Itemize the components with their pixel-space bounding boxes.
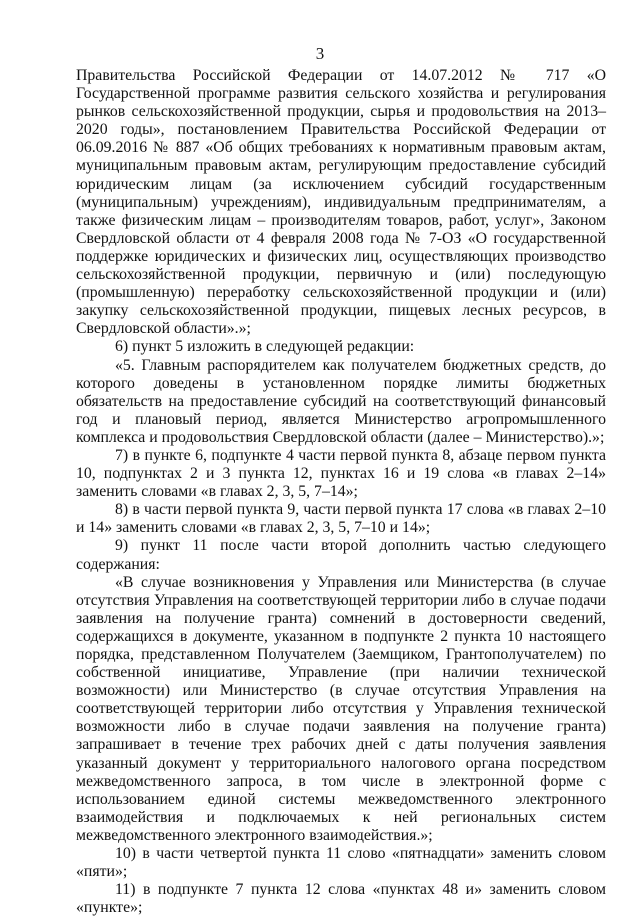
paragraph-item-9-text: «В случае возникновения у Управления или Министерства (в случае отсутствия Управления на соответствующей территории либо в случае подачи заявления на получение гранта) сомнений в достоверности сведений, содержащихся в документе, указанном в подпункте 2 пункта 10 настоящего порядка, представленном Получателем (Заемщиком, Грантополучателем) по собственной инициативе, Управление (при наличии технической возможности) или Министерство (в случае отсутствия Управления на соответствующей территории либо отсутствия у Управления технической возможности либо в случае подачи заявления на получение гранта) запрашивает в течение трех рабочих дней с даты получения заявления указанный документ у территориального налогового органа посредством межведомственного запроса, в том числе в электронной форме с использованием единой системы межведомственного электронного взаимодействия и подключаемых к ней региональных систем межведомственного электронного взаимодействия.»; [76, 573, 606, 844]
page-number: 3 [315, 44, 325, 63]
document-body [76, 67, 606, 917]
paragraph-item-10: 10) в части четвертой пункта 11 слово «пятнадцати» заменить словом «пяти»; [76, 845, 606, 881]
paragraph-continuation: Правительства Российской Федерации от 14.07.2012 № 717 «О Государственной программе развития сельского хозяйства и регулирования рынков сельскохозяйственной продукции, сырья и продовольствия на 2013–2020 годы», постановлением Правительства Российской Федерации от 06.09.2016 № 887 «Об общих требованиях к нормативным правовым актам, муниципальным правовым актам, регулирующим предоставление субсидий юридическим лицам (за исключением субсидий государственным (муниципальным) учреждениям), индивидуальным предпринимателям, а также физическим лицам – производителям товаров, работ, услуг», Законом Свердловской области от 4 февраля 2008 года № 7-ОЗ «О государственной поддержке юридических и физических лиц, осуществляющих производство сельскохозяйственной продукции, первичную и (или) последующую (промышленную) переработку сельскохозяйственной продукции и (или) закупку сельскохозяйственной продукции, пищевых лесных ресурсов, в Свердловской области».»; [76, 67, 606, 338]
paragraph-item-9: 9) пункт 11 после части второй дополнить частью следующего содержания: [76, 537, 606, 573]
paragraph-item-6: 6) пункт 5 изложить в следующей редакции: [115, 338, 415, 356]
paragraph-item-5-text: «5. Главным распорядителем как получателем бюджетных средств, до которого доведены в установленном порядке лимиты бюджетных обязательств на предоставление субсидий на соответствующий финансовый год и плановый период, является Министерство агропромышленного комплекса и продовольствия Свердловской области (далее – Министерство).»; [76, 356, 606, 446]
paragraph-item-11: 11) в подпункте 7 пункта 12 слова «пунктах 48 и» заменить словом «пункте»; [76, 881, 606, 917]
paragraph-item-7: 7) в пункте 6, подпункте 4 части первой пункта 8, абзаце первом пункта 10, подпунктах 2 и 3 пункта 12, пунктах 16 и 19 слова «в главах 2–14» заменить словами «в главах 2, 3, 5, 7–14»; [76, 446, 606, 501]
paragraph-item-8: 8) в части первой пункта 9, части первой пункта 17 слова «в главах 2–10 и 14» заменить словами «в главах 2, 3, 5, 7–10 и 14»; [76, 501, 606, 537]
